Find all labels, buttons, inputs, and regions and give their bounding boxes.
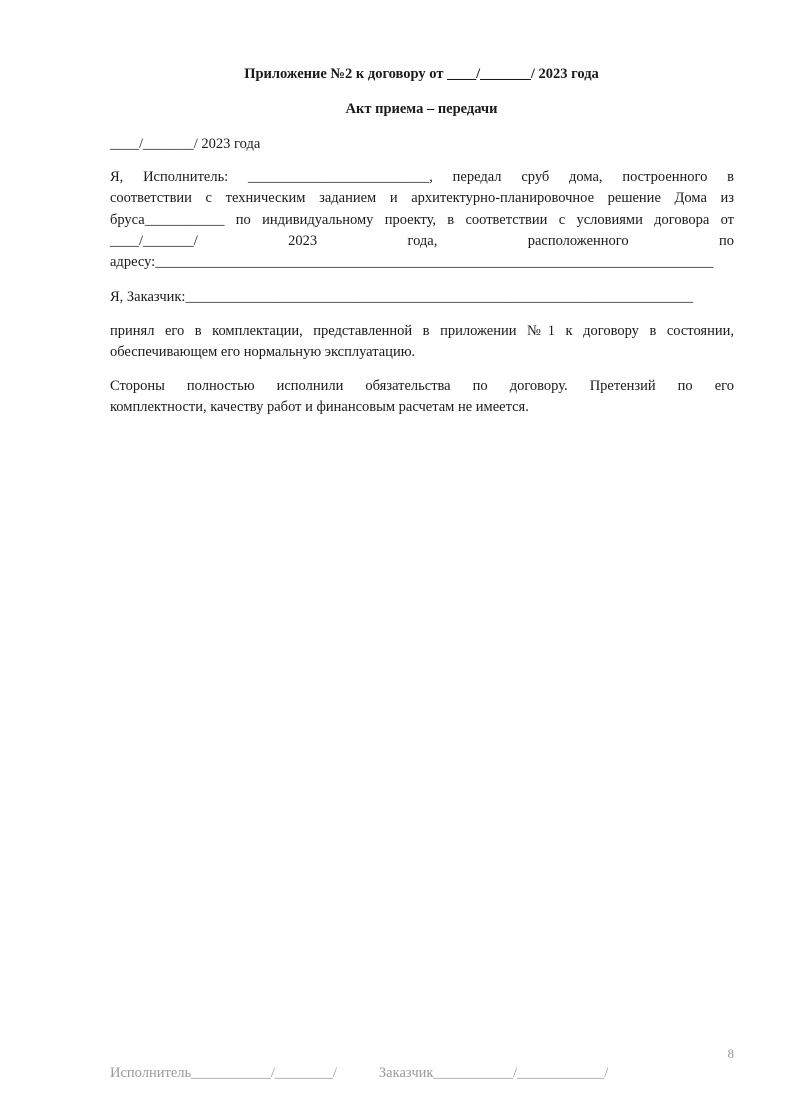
paragraph-line: принял его в комплектации, представленной в приложении №1 к договору в состоянии,: [110, 323, 734, 339]
acceptance-paragraph: [110, 321, 734, 364]
paragraph-line: Я, Исполнитель: _________________________, передал сруб дома, построенного в: [110, 169, 734, 185]
document-title: Приложение №2 к договору от ____/_______/ 2023 года: [244, 66, 599, 82]
claims-paragraph: [110, 376, 734, 419]
paragraph-line: Стороны полностью исполнили обязательства по договору. Претензий по его: [110, 378, 734, 394]
paragraph-line: адресу:_____________________________________________________________________________: [110, 254, 714, 271]
paragraph-line: обеспечивающем его нормальную эксплуатацию.: [110, 344, 416, 361]
customer-signature: Заказчик___________/____________/: [378, 1065, 609, 1081]
date-line: ____/_______/ 2023 года: [110, 136, 261, 152]
executor-signature: Исполнитель___________/________/: [110, 1065, 337, 1081]
customer-line: Я, Заказчик:______________________________________________________________________: [110, 289, 693, 305]
executor-paragraph: [110, 167, 734, 273]
paragraph-line: соответствии с техническим заданием и архитектурно-планировочное решение Дома из: [110, 190, 734, 207]
paragraph-line: комплектности, качеству работ и финансовым расчетам не имеется.: [110, 399, 529, 416]
paragraph-line: ____/_______/ 2023 года, расположенного по: [110, 232, 734, 249]
signature-footer: [110, 1064, 608, 1082]
page-number: 8: [727, 1046, 734, 1061]
document-subtitle: Акт приема – передачи: [345, 101, 498, 117]
paragraph-line: бруса___________ по индивидуальному проекту, в соответствии с условиями договора от: [110, 211, 734, 228]
